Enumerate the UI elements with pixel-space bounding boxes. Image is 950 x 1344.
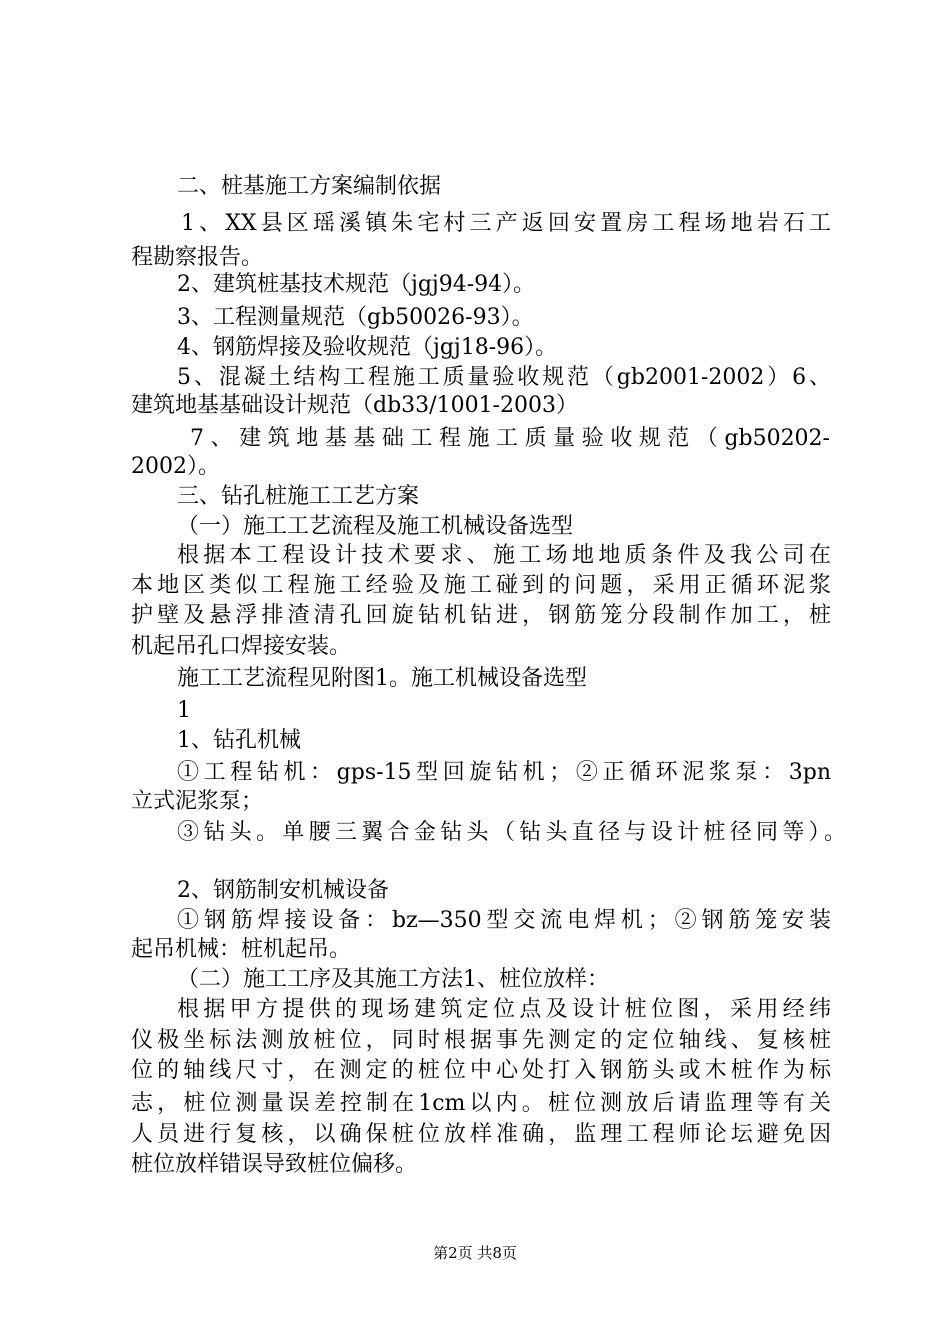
paragraph-line: ①工程钻机：gps-15型回旋钻机；②正循环泥浆泵：3pn xyxy=(177,760,831,785)
page-number-inline: 1 xyxy=(177,698,191,723)
paragraph-line: 护壁及悬浮排渣清孔回旋钻机钻进，钢筋笼分段制作加工，桩 xyxy=(131,603,831,628)
paragraph-line: 本地区类似工程施工经验及施工碰到的问题，采用正循环泥浆 xyxy=(131,573,831,598)
item-heading: 1、钻孔机械 xyxy=(177,728,301,753)
paragraph-line: ①钢筋焊接设备：bz—350型交流电焊机；②钢筋笼安装 xyxy=(177,908,831,933)
item-heading: 2、钢筋制安机械设备 xyxy=(177,878,389,903)
paragraph-line: 人员进行复核，以确保桩位放样准确，监理工程师论坛避免因 xyxy=(131,1122,831,1147)
paragraph-line: 桩位放样错误导致桩位偏移。 xyxy=(131,1152,418,1177)
paragraph-line: 立式泥浆泵； xyxy=(131,789,264,814)
paragraph-line: 程勘察报告。 xyxy=(131,245,264,270)
list-item: 5、混凝土结构工程施工质量验收规范（gb2001-2002）6、 xyxy=(177,365,831,390)
paragraph-line: 根据甲方提供的现场建筑定位点及设计桩位图，采用经纬 xyxy=(177,997,831,1022)
list-item: 建筑地基基础设计规范（db33/1001-2003） xyxy=(131,393,578,418)
list-item: 4、钢筋焊接及验收规范（jgj18-96）。 xyxy=(177,335,558,360)
subsection-heading: （二）施工工序及其施工方法1、桩位放样： xyxy=(177,967,609,992)
paragraph-line: 仪极坐标法测放桩位，同时根据事先测定的定位轴线、复核桩 xyxy=(131,1028,831,1053)
paragraph-line: 志，桩位测量误差控制在1cm以内。桩位测放后请监理等有关 xyxy=(131,1091,831,1116)
subsection-heading: （一）施工工艺流程及施工机械设备选型 xyxy=(177,514,574,539)
paragraph-line: 1、XX县区瑶溪镇朱宅村三产返回安置房工程场地岩石工 xyxy=(181,211,831,236)
list-item: 7、建筑地基基础工程施工质量验收规范（gb50202- xyxy=(190,426,830,451)
section-heading: 二、桩基施工方案编制依据 xyxy=(177,174,442,199)
paragraph-line: ③钻头。单腰三翼合金钻头（钻头直径与设计桩径同等）。 xyxy=(177,820,846,845)
list-item: 3、工程测量规范（gb50026-93）。 xyxy=(177,305,534,330)
page-footer: 第2页 共8页 xyxy=(433,1244,517,1262)
paragraph-line: 根据本工程设计技术要求、施工场地地质条件及我公司在 xyxy=(177,543,831,568)
paragraph-line: 起吊机械：桩机起吊。 xyxy=(131,937,352,962)
paragraph-line: 位的轴线尺寸，在测定的桩位中心处打入钢筋头或木桩作为标 xyxy=(131,1058,831,1083)
paragraph-line: 2002）。 xyxy=(131,454,220,479)
list-item: 2、建筑桩基技术规范（jgj94-94）。 xyxy=(177,272,536,297)
paragraph-line: 施工工艺流程见附图1。施工机械设备选型 xyxy=(177,666,587,691)
section-heading: 三、钻孔桩施工工艺方案 xyxy=(177,484,420,509)
paragraph-line: 机起吊孔口焊接安装。 xyxy=(131,634,352,659)
